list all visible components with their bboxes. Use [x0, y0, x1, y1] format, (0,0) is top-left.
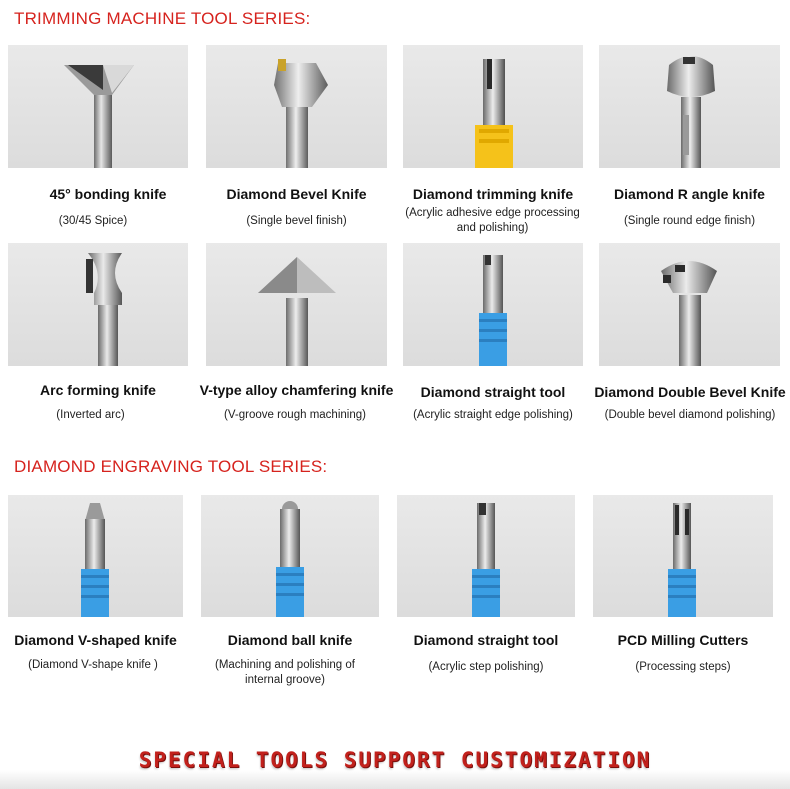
product-desc-45-bonding-knife: (30/45 Spice)	[58, 215, 128, 227]
product-image-diamond-straight-tool-step	[397, 495, 575, 617]
product-desc-diamond-v-shaped-knife: (Diamond V-shape knife )	[28, 659, 158, 671]
product-desc-diamond-straight-tool: (Acrylic straight edge polishing)	[413, 409, 573, 421]
product-desc-diamond-r-angle-knife: (Single round edge finish)	[623, 215, 756, 227]
banner-background	[0, 770, 790, 789]
product-image-45-bonding-knife	[8, 45, 188, 168]
product-image-diamond-double-bevel-knife	[599, 243, 780, 366]
product-name-diamond-bevel-knife: Diamond Bevel Knife	[226, 186, 367, 202]
product-name-diamond-straight-tool-step: Diamond straight tool	[413, 632, 559, 648]
product-image-diamond-bevel-knife	[206, 45, 387, 168]
product-desc-diamond-trimming-knife: (Acrylic adhesive edge processing and polishing)	[405, 207, 580, 234]
engraving-series-title: DIAMOND ENGRAVING TOOL SERIES:	[14, 457, 328, 476]
product-name-v-type-chamfering-knife: V-type alloy chamfering knife	[199, 382, 394, 398]
product-name-pcd-milling-cutters: PCD Milling Cutters	[617, 632, 749, 648]
product-image-diamond-v-shaped-knife	[8, 495, 183, 617]
product-desc-diamond-straight-tool-step: (Acrylic step polishing)	[428, 661, 544, 673]
product-name-diamond-ball-knife: Diamond ball knife	[227, 632, 353, 648]
product-image-diamond-straight-tool	[403, 243, 583, 366]
product-image-v-type-chamfering-knife	[206, 243, 387, 366]
customization-banner: SPECIAL TOOLS SUPPORT CUSTOMIZATION	[138, 748, 652, 772]
product-image-diamond-ball-knife	[201, 495, 379, 617]
product-desc-diamond-double-bevel-knife: (Double bevel diamond polishing)	[604, 409, 776, 421]
product-desc-v-type-chamfering-knife: (V-groove rough machining)	[224, 409, 366, 421]
product-image-diamond-trimming-knife	[403, 45, 583, 168]
product-desc-diamond-ball-knife: (Machining and polishing of internal groove)	[214, 659, 355, 686]
product-name-diamond-double-bevel-knife: Diamond Double Bevel Knife	[594, 384, 786, 400]
product-name-arc-forming-knife: Arc forming knife	[40, 382, 156, 398]
product-name-45-bonding-knife: 45° bonding knife	[49, 186, 167, 202]
product-name-diamond-trimming-knife: Diamond trimming knife	[412, 186, 574, 202]
product-desc-arc-forming-knife: (Inverted arc)	[56, 409, 125, 421]
product-desc-pcd-milling-cutters: (Processing steps)	[635, 661, 731, 673]
trimming-series-title: TRIMMING MACHINE TOOL SERIES:	[14, 9, 311, 28]
product-image-pcd-milling-cutters	[593, 495, 773, 617]
product-image-arc-forming-knife	[8, 243, 188, 366]
product-name-diamond-r-angle-knife: Diamond R angle knife	[614, 186, 765, 202]
product-name-diamond-v-shaped-knife: Diamond V-shaped knife	[14, 632, 177, 648]
product-name-diamond-straight-tool: Diamond straight tool	[420, 384, 566, 400]
product-desc-diamond-bevel-knife: (Single bevel finish)	[246, 215, 347, 227]
product-image-diamond-r-angle-knife	[599, 45, 780, 168]
